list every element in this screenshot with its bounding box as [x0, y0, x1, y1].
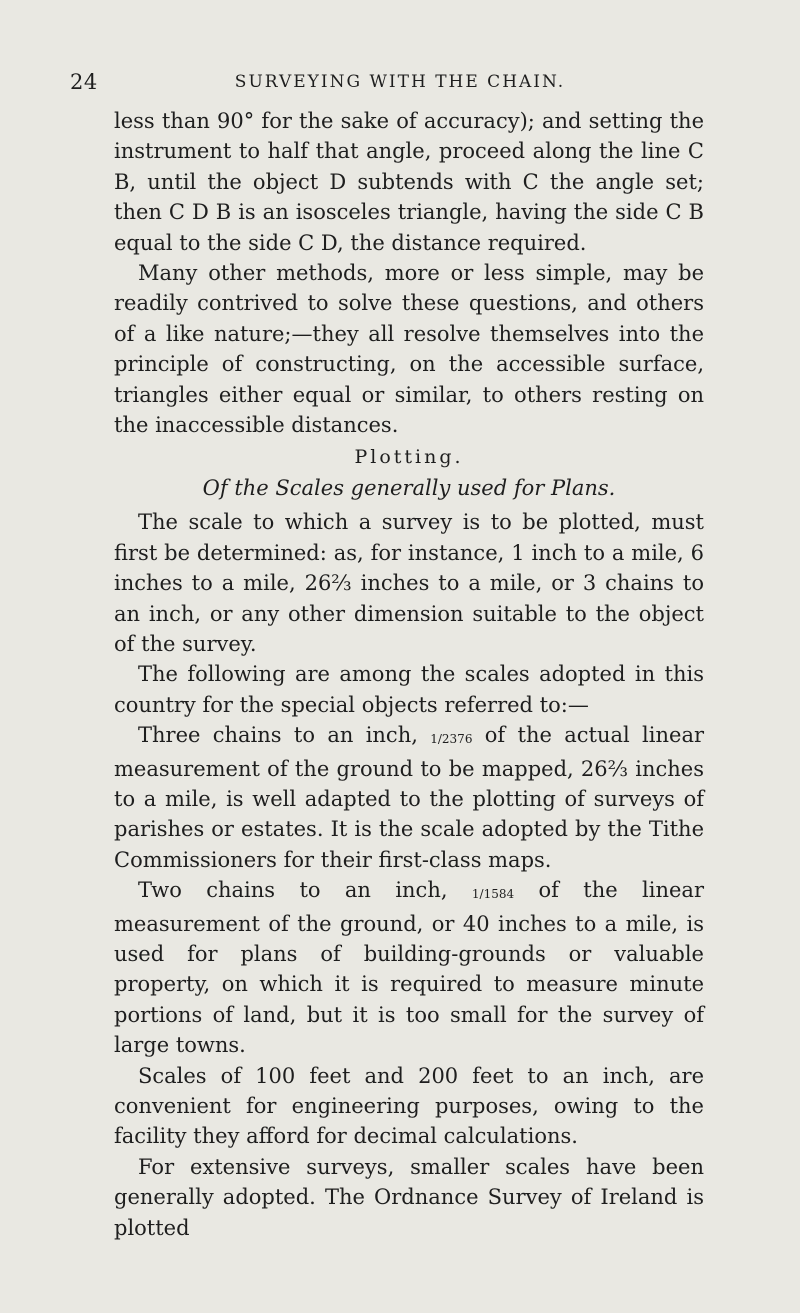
paragraph-text: Three chains to an inch,	[138, 723, 431, 748]
section-heading: Plotting.	[354, 446, 464, 469]
paragraph-two-chains	[114, 875, 704, 1060]
fraction: 1/2376	[430, 732, 473, 747]
paragraph-text: Two chains to an inch,	[138, 878, 472, 903]
running-title: SURVEYING WITH THE CHAIN.	[234, 72, 566, 92]
paragraph-three-chains	[114, 720, 704, 875]
paragraph-scales-list-intro: The following are among the scales adopted in this country for the special objects referred to:—	[114, 662, 704, 717]
paragraph-text: of the linear measurement of the ground, or 40 inches to a mile, is used for plans of building-grounds or valuable property, on which it is required to measure minute portions of land, but it is too small for the survey of large towns.	[114, 878, 704, 1058]
paragraph-methods: Many other methods, more or less simple, may be readily contrived to solve these questions, and others of a like nature;—they all resolve themselves into the principle of constructing, on the accessible surface, triangles either equal or similar, to others resting on the inaccessible distances.	[114, 261, 704, 438]
paragraph-text: of the actual linear measurement of the ground to be mapped, 26⅔ inches to a mile, is well adapted to the plotting of surveys of parishes or estates. It is the scale adopted by the Tithe Commissioners for their first-class maps.	[114, 723, 704, 872]
running-head	[70, 70, 730, 100]
section-subheading: Of the Scales generally used for Plans.	[202, 475, 616, 500]
paragraph-continuation: less than 90° for the sake of accuracy); and setting the instrument to half that angle, proceed along the line C B, until the object D subtends with C the angle set; then C D B is an isosceles triangle, having the side C B equal to the side C D, the distance required.	[114, 109, 704, 255]
body-text	[114, 106, 704, 1243]
page-number: 24	[70, 70, 98, 94]
fraction: 1/1584	[471, 887, 515, 902]
paragraph-engineering-scales: Scales of 100 feet and 200 feet to an inch, are convenient for engineering purposes, owing to the facility they afford for decimal calculations.	[114, 1063, 704, 1149]
paragraph-scale-intro: The scale to which a survey is to be plotted, must first be determined: as, for instance, 1 inch to a mile, 6 inches to a mile, 26⅔ inches to a mile, or 3 chains to an inch, or any other dimension suitable to the object of the survey.	[114, 510, 704, 656]
paragraph-extensive-surveys: For extensive surveys, smaller scales have been generally adopted. The Ordnance Survey of Ireland is plotted	[114, 1154, 704, 1240]
